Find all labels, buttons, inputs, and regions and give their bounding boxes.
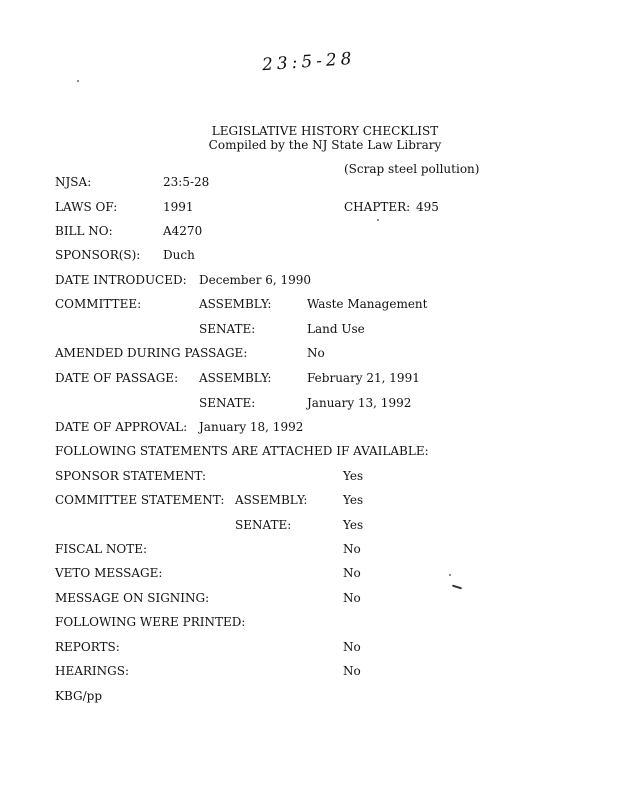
date-of-passage-label: DATE OF PASSAGE: [55, 371, 179, 385]
scan-speck [449, 574, 451, 576]
reports-label: REPORTS: [55, 640, 120, 654]
message-on-signing-label: MESSAGE ON SIGNING: [55, 591, 210, 605]
sponsor-statement-value: Yes [343, 469, 364, 483]
veto-message-value: No [343, 566, 361, 580]
sponsors-value: Duch [163, 248, 195, 262]
committee-assembly-value: Waste Management [307, 297, 428, 311]
committee-statement-assembly-label: ASSEMBLY: [235, 493, 308, 507]
committee-senate-label: SENATE: [199, 322, 256, 336]
chapter-value: 495 [416, 200, 439, 214]
hearings-value: No [343, 664, 361, 678]
passage-assembly-value: February 21, 1991 [307, 371, 420, 385]
sponsor-statement-label: SPONSOR STATEMENT: [55, 469, 207, 483]
passage-senate-value: January 13, 1992 [307, 396, 412, 410]
committee-statement-senate-label: SENATE: [235, 518, 292, 532]
amended-value: No [307, 346, 325, 360]
scan-speck [377, 219, 379, 221]
laws-of-label: LAWS OF: [55, 200, 118, 214]
laws-of-value: 1991 [163, 200, 194, 214]
date-of-approval-label: DATE OF APPROVAL: [55, 420, 188, 434]
fiscal-note-value: No [343, 542, 361, 556]
njsa-value: 23:5-28 [163, 175, 210, 189]
veto-message-label: VETO MESSAGE: [55, 566, 163, 580]
document-subtitle: Compiled by the NJ State Law Library [208, 138, 442, 152]
sponsors-label: SPONSOR(S): [55, 248, 141, 262]
hearings-label: HEARINGS: [55, 664, 130, 678]
date-introduced-value: December 6, 1990 [199, 273, 312, 287]
document-title: LEGISLATIVE HISTORY CHECKLIST [211, 124, 439, 138]
bill-no-value: A4270 [163, 224, 203, 238]
message-on-signing-value: No [343, 591, 361, 605]
committee-statement-senate-value: Yes [343, 518, 364, 532]
chapter-label: CHAPTER: [344, 200, 411, 214]
committee-assembly-label: ASSEMBLY: [199, 297, 272, 311]
subject-note: (Scrap steel pollution) [344, 162, 480, 176]
passage-senate-label: SENATE: [199, 396, 256, 410]
fiscal-note-label: FISCAL NOTE: [55, 542, 148, 556]
date-introduced-label: DATE INTRODUCED: [55, 273, 187, 287]
committee-label: COMMITTEE: [55, 297, 142, 311]
committee-senate-value: Land Use [307, 322, 365, 336]
bill-no-label: BILL NO: [55, 224, 113, 238]
passage-assembly-label: ASSEMBLY: [199, 371, 272, 385]
handwritten-code: 23:5-28 [261, 48, 357, 76]
initials: KBG/pp [55, 689, 102, 703]
printed-heading: FOLLOWING WERE PRINTED: [55, 615, 246, 629]
njsa-label: NJSA: [55, 175, 92, 189]
committee-statement-label: COMMITTEE STATEMENT: [55, 493, 225, 507]
amended-label: AMENDED DURING PASSAGE: [55, 346, 248, 360]
reports-value: No [343, 640, 361, 654]
date-of-approval-value: January 18, 1992 [199, 420, 304, 434]
scan-speck [452, 585, 462, 590]
committee-statement-assembly-value: Yes [343, 493, 364, 507]
scan-speck [77, 80, 79, 82]
statements-heading: FOLLOWING STATEMENTS ARE ATTACHED IF AVAILABLE: [55, 444, 429, 458]
